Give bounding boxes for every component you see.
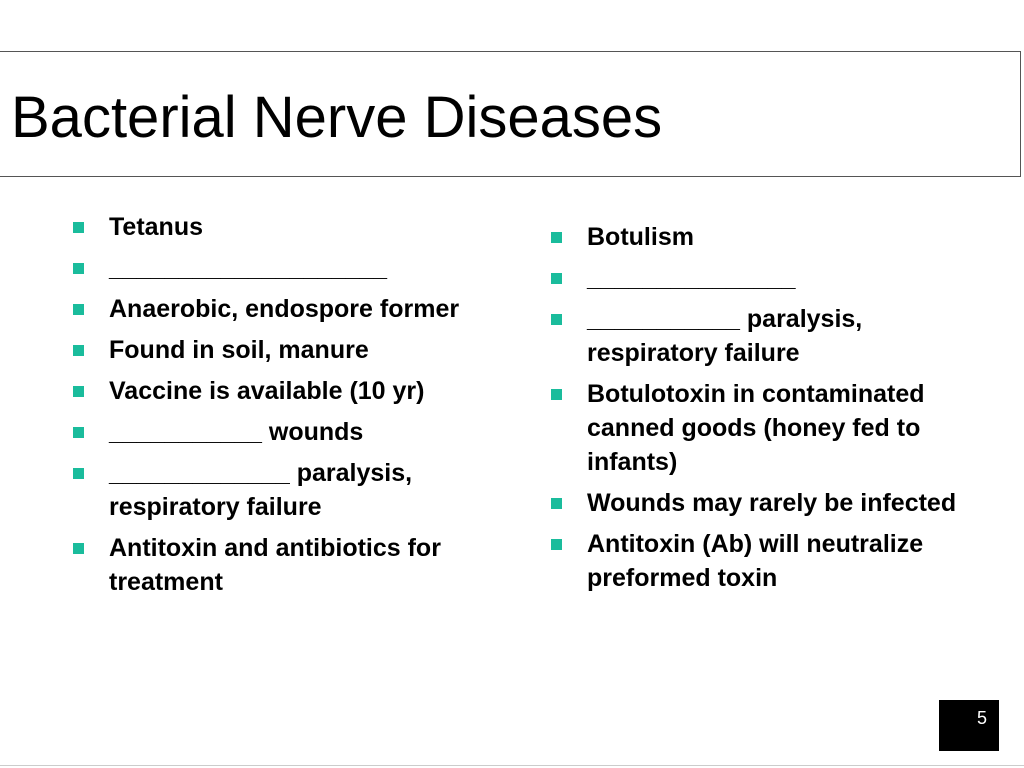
right-bullet-list bbox=[548, 220, 968, 602]
square-bullet-icon bbox=[551, 498, 562, 509]
right-bullet-item bbox=[548, 302, 968, 370]
bullet-text: Anaerobic, endospore former bbox=[109, 295, 460, 323]
left-bullet-item bbox=[70, 374, 470, 408]
left-bullet-item bbox=[70, 210, 470, 244]
right-bullet-item bbox=[548, 527, 968, 595]
bullet-text: Wounds may rarely be infected bbox=[587, 489, 957, 517]
left-bullet-item bbox=[70, 251, 470, 285]
bullet-text: Botulism bbox=[587, 223, 694, 251]
bullet-text: ___________ paralysis, respiratory failure bbox=[587, 305, 863, 367]
bullet-text: ____________________ bbox=[109, 254, 388, 282]
square-bullet-icon bbox=[73, 386, 84, 397]
bullet-text: ___________ wounds bbox=[109, 418, 364, 446]
left-bullet-list bbox=[70, 210, 470, 606]
left-bullet-item bbox=[70, 415, 470, 449]
bullet-text: Antitoxin and antibiotics for treatment bbox=[109, 534, 441, 596]
bottom-divider bbox=[0, 765, 1024, 766]
right-bullet-item bbox=[548, 261, 968, 295]
right-bullet-item bbox=[548, 377, 968, 479]
bullet-text: Antitoxin (Ab) will neutralize preformed toxin bbox=[587, 530, 924, 592]
left-bullet-item bbox=[70, 531, 470, 599]
square-bullet-icon bbox=[73, 345, 84, 356]
bullet-text: Botulotoxin in contaminated canned goods (honey fed to infants) bbox=[587, 380, 925, 476]
right-bullet-item bbox=[548, 486, 968, 520]
square-bullet-icon bbox=[73, 543, 84, 554]
bullet-text: _______________ bbox=[587, 264, 796, 292]
square-bullet-icon bbox=[551, 389, 562, 400]
bullet-text: _____________ paralysis, respiratory failure bbox=[109, 459, 413, 521]
square-bullet-icon bbox=[551, 314, 562, 325]
bullet-text: Found in soil, manure bbox=[109, 336, 369, 364]
square-bullet-icon bbox=[551, 539, 562, 550]
square-bullet-icon bbox=[73, 222, 84, 233]
square-bullet-icon bbox=[73, 263, 84, 274]
left-bullet-item bbox=[70, 333, 470, 367]
left-bullet-item bbox=[70, 456, 470, 524]
square-bullet-icon bbox=[551, 232, 562, 243]
page-number: 5 bbox=[976, 708, 987, 728]
square-bullet-icon bbox=[73, 468, 84, 479]
bullet-text: Vaccine is available (10 yr) bbox=[109, 377, 425, 405]
left-bullet-item bbox=[70, 292, 470, 326]
slide-title: Bacterial Nerve Diseases bbox=[11, 85, 663, 150]
square-bullet-icon bbox=[551, 273, 562, 284]
page-number-box bbox=[939, 700, 999, 751]
square-bullet-icon bbox=[73, 304, 84, 315]
right-bullet-item bbox=[548, 220, 968, 254]
bullet-text: Tetanus bbox=[109, 213, 203, 241]
square-bullet-icon bbox=[73, 427, 84, 438]
